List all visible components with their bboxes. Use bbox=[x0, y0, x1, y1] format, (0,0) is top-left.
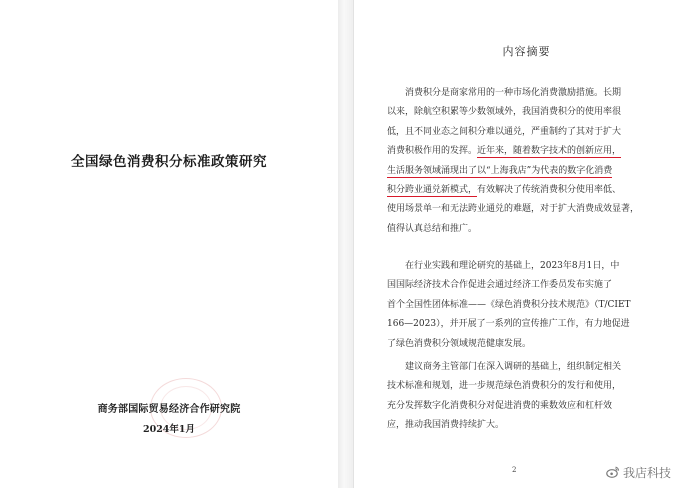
cover-date: 2024年1月 bbox=[142, 424, 196, 435]
cover-organization: 商务部国际贸易经济合作研究院 bbox=[97, 404, 241, 415]
paragraph-text: 有效解决了传统消费积分使用率低、 bbox=[477, 184, 622, 195]
cover-title: 全国绿色消费积分标准政策研究 bbox=[71, 154, 267, 170]
weibo-icon bbox=[606, 465, 620, 479]
paragraph-line: 应，推动我国消费持续扩大。 bbox=[387, 420, 505, 431]
book-gutter bbox=[338, 0, 353, 488]
paragraph-line: 值得认真总结和推广。 bbox=[387, 223, 478, 234]
abstract-heading: 内容摘要 bbox=[502, 45, 551, 58]
abstract-paragraph-3 bbox=[387, 358, 683, 436]
paragraph-line: 低，且不同业态之间积分难以通兑，严重制约了其对于扩大 bbox=[387, 126, 622, 137]
paragraph-line: 国国际经济技术合作促进会通过经济工作委员发布实施了 bbox=[387, 280, 613, 291]
paragraph-line: 技术标准和规划，进一步规范绿色消费积分的发行和使用， bbox=[387, 381, 622, 392]
paragraph-line: 充分发挥数字化消费积分对促进消费的乘数效应和杠杆效 bbox=[387, 400, 613, 411]
abstract-paragraph-1 bbox=[387, 84, 683, 239]
paragraph-line: 了绿色消费积分领域规范健康发展。 bbox=[387, 338, 532, 349]
watermark-text: 我店科技 bbox=[623, 465, 672, 480]
paragraph-line: 以来，除航空积累等少数领域外，我国消费积分的使用率很 bbox=[387, 107, 622, 118]
paragraph-line: 在行业实践和理论研究的基础上，2023年8月1日，中 bbox=[405, 261, 620, 271]
paragraph-line: 首个全国性团体标准——《绿色消费积分技术规范》（T/CIET bbox=[387, 299, 631, 310]
highlighted-text: 积分跨业通兑新模式， bbox=[387, 184, 478, 195]
abstract-paragraph-2 bbox=[387, 257, 683, 354]
paragraph-line: 使用场景单一和无法跨业通兑的难题，对于扩大消费成效显著， bbox=[387, 204, 640, 215]
page-number: 2 bbox=[512, 466, 517, 474]
highlighted-text: 近年来，随着数字技术的创新应用， bbox=[477, 146, 622, 157]
paragraph-line: 建议商务主管部门在深入调研的基础上，组织制定相关 bbox=[405, 362, 622, 372]
paragraph-line: 消费积分是商家常用的一种市场化消费激励措施。长期 bbox=[405, 88, 622, 98]
paragraph-line bbox=[387, 162, 683, 181]
highlighted-text: 生活服务领域涌现出了以“上海我店”为代表的数字化消费 bbox=[387, 165, 613, 176]
paragraph-line bbox=[387, 181, 683, 200]
paragraph-text: 消费积极作用的发挥。 bbox=[387, 146, 478, 157]
paragraph-line bbox=[387, 142, 683, 161]
paragraph-line: 166—2023），并开展了一系列的宣传推广工作，有力地促进 bbox=[387, 319, 630, 330]
cover-page bbox=[0, 0, 339, 488]
source-watermark bbox=[606, 462, 671, 482]
